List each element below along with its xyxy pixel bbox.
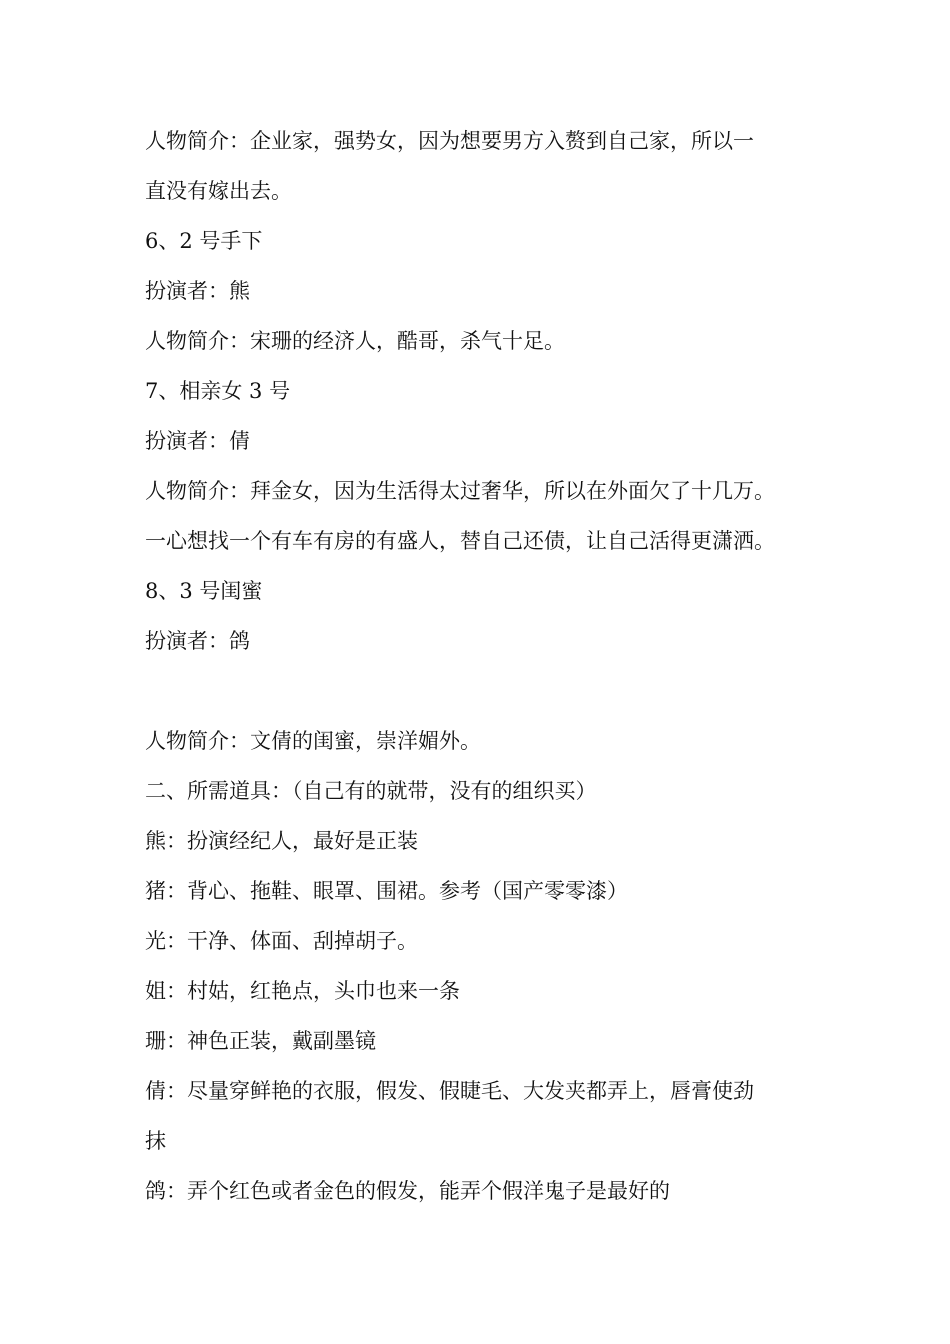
heading-role-8: 8、3 号闺蜜 <box>145 579 263 603</box>
text-line-bio-5-cont: 直没有嫁出去。 <box>145 179 292 203</box>
text-line-prop-jie: 姐：村姑，红艳点，头巾也来一条 <box>145 979 460 1003</box>
text-line-bio-5: 人物简介：企业家，强势女，因为想要男方入赘到自己家，所以一 <box>145 129 754 153</box>
text-line-bio-8: 人物简介：文倩的闺蜜，崇洋媚外。 <box>145 729 481 753</box>
section-heading-props: 二、所需道具：（自己有的就带，没有的组织买） <box>145 779 597 803</box>
text-line-bio-6: 人物简介：宋珊的经济人，酷哥，杀气十足。 <box>145 329 565 353</box>
heading-role-6: 6、2 号手下 <box>145 229 263 253</box>
text-line-prop-ge: 鸽：弄个红色或者金色的假发，能弄个假洋鬼子是最好的 <box>145 1179 670 1203</box>
text-line-prop-qian: 倩：尽量穿鲜艳的衣服，假发、假睫毛、大发夹都弄上，唇膏使劲 <box>145 1079 754 1103</box>
text-line-actor-8: 扮演者：鸽 <box>145 629 250 653</box>
text-line-bio-7: 人物简介：拜金女，因为生活得太过奢华，所以在外面欠了十几万。 <box>145 479 775 503</box>
text-line-prop-xiong: 熊：扮演经纪人，最好是正装 <box>145 829 418 853</box>
text-line-actor-6: 扮演者：熊 <box>145 279 250 303</box>
heading-role-7: 7、相亲女 3 号 <box>145 379 291 403</box>
text-line-bio-7-cont: 一心想找一个有车有房的有盛人，替自己还债，让自己活得更潇洒。 <box>145 529 775 553</box>
text-line-prop-qian-cont: 抹 <box>145 1129 166 1153</box>
text-line-actor-7: 扮演者：倩 <box>145 429 250 453</box>
text-line-prop-zhu: 猪：背心、拖鞋、眼罩、围裙。参考（国产零零漆） <box>145 879 628 903</box>
text-line-prop-guang: 光：干净、体面、刮掉胡子。 <box>145 929 418 953</box>
text-line-prop-shan: 珊：神色正装，戴副墨镜 <box>145 1029 376 1053</box>
